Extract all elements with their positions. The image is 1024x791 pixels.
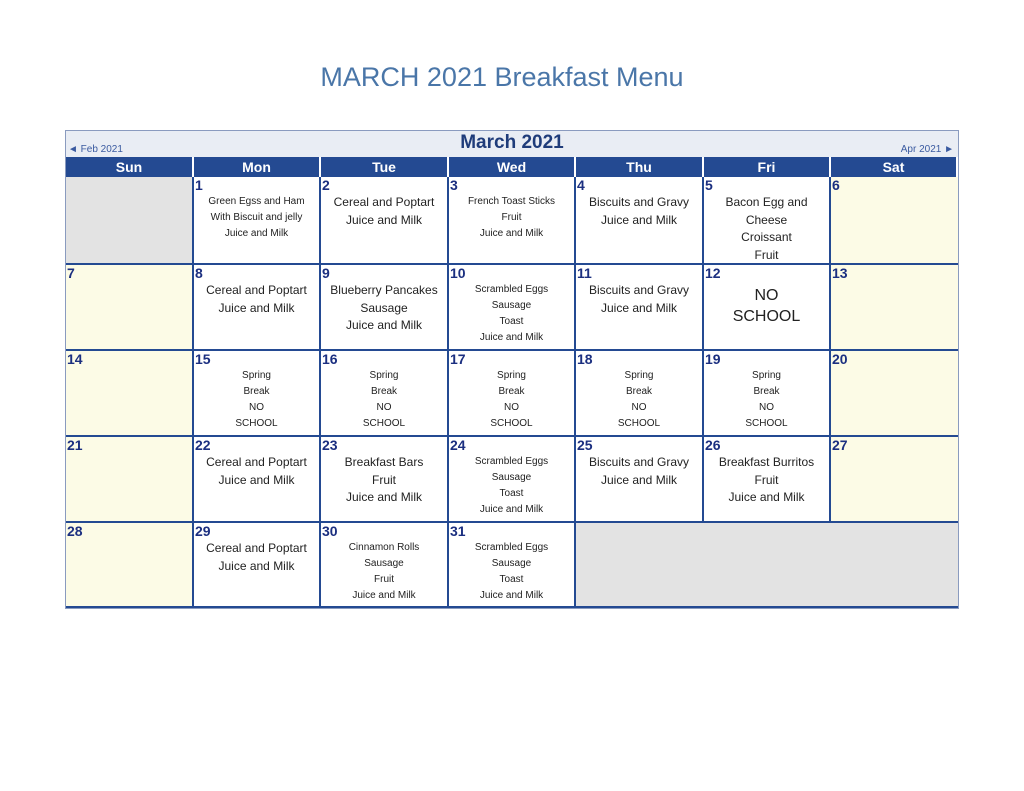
day-cell-3 bbox=[449, 177, 576, 265]
menu-item: Spring bbox=[624, 370, 654, 381]
menu-item: Green Egss and Ham bbox=[208, 196, 305, 207]
day-cell-4 bbox=[576, 177, 704, 265]
day-number: 7 bbox=[67, 265, 75, 281]
menu-item: Fruit bbox=[372, 472, 396, 487]
menu-item: NO bbox=[631, 402, 647, 413]
day-cell-20 bbox=[831, 351, 958, 437]
menu-items bbox=[194, 454, 319, 489]
menu-item: Scrambled Eggs bbox=[474, 284, 549, 295]
menu-item: Cereal and Poptart bbox=[206, 283, 307, 297]
menu-item: Fruit bbox=[754, 247, 779, 262]
menu-item: Biscuits and Gravy bbox=[588, 283, 690, 297]
day-number: 1 bbox=[195, 177, 203, 193]
menu-item: NO bbox=[504, 402, 519, 413]
day-number: 14 bbox=[67, 351, 83, 367]
day-cell-24 bbox=[449, 437, 576, 523]
menu-item: Scrambled Eggs bbox=[474, 542, 549, 553]
menu-item: SCHOOL bbox=[745, 418, 788, 429]
menu-items bbox=[704, 368, 829, 432]
menu-item: Sausage bbox=[491, 472, 532, 483]
day-cell-19 bbox=[704, 351, 831, 437]
day-number: 29 bbox=[195, 523, 211, 539]
menu-item: Breakfast Burritos bbox=[718, 455, 815, 469]
menu-item: Scrambled Eggs bbox=[474, 456, 549, 467]
day-cell-13 bbox=[831, 265, 958, 351]
menu-items bbox=[576, 368, 702, 432]
day-cell-30 bbox=[321, 523, 449, 608]
day-cell-27 bbox=[831, 437, 958, 523]
day-number: 12 bbox=[705, 265, 721, 281]
menu-item: Croissant bbox=[741, 230, 792, 244]
day-cell-26 bbox=[704, 437, 831, 523]
menu-item: Juice and Milk bbox=[479, 504, 544, 515]
month-label: March 2021 bbox=[460, 132, 564, 153]
menu-item: Juice and Milk bbox=[600, 300, 678, 315]
menu-item: Juice and Milk bbox=[479, 590, 544, 601]
menu-item: Fruit bbox=[374, 574, 394, 585]
day-number: 31 bbox=[450, 523, 466, 539]
menu-item: Sausage bbox=[491, 558, 532, 569]
day-number: 21 bbox=[67, 437, 83, 453]
menu-items bbox=[449, 540, 574, 604]
menu-item: Cereal and Poptart bbox=[333, 195, 435, 209]
menu-item: Juice and Milk bbox=[479, 332, 544, 343]
day-of-week-wed: Wed bbox=[449, 157, 576, 177]
menu-items bbox=[704, 285, 829, 327]
menu-items bbox=[194, 540, 319, 575]
menu-item: Toast bbox=[499, 316, 524, 327]
menu-item: Break bbox=[498, 386, 525, 397]
day-number: 30 bbox=[322, 523, 338, 539]
day-cell-29 bbox=[194, 523, 321, 608]
day-number: 26 bbox=[705, 437, 721, 453]
menu-item: Break bbox=[370, 386, 398, 397]
day-cell-23 bbox=[321, 437, 449, 523]
day-cell-10 bbox=[449, 265, 576, 351]
menu-items bbox=[194, 194, 319, 242]
day-of-week-sat: Sat bbox=[831, 157, 958, 177]
menu-item: Juice and Milk bbox=[600, 212, 678, 227]
menu-items bbox=[576, 282, 702, 317]
empty-day-cell bbox=[66, 177, 194, 265]
day-number: 17 bbox=[450, 351, 466, 367]
day-number: 15 bbox=[195, 351, 211, 367]
day-cell-8 bbox=[194, 265, 321, 351]
menu-item: French Toast Sticks bbox=[467, 196, 556, 207]
menu-item: Juice and Milk bbox=[218, 300, 295, 315]
day-number: 23 bbox=[322, 437, 338, 453]
menu-item: NO bbox=[754, 287, 779, 304]
menu-items bbox=[449, 454, 574, 518]
page-title: MARCH 2021 Breakfast Menu bbox=[320, 62, 684, 92]
menu-item: Juice and Milk bbox=[600, 472, 678, 487]
day-cell-5 bbox=[704, 177, 831, 265]
day-number: 25 bbox=[577, 437, 593, 453]
calendar-grid bbox=[66, 177, 958, 608]
day-cell-15 bbox=[194, 351, 321, 437]
menu-item: Sausage bbox=[360, 300, 408, 315]
day-number: 19 bbox=[705, 351, 721, 367]
day-cell-18 bbox=[576, 351, 704, 437]
menu-items bbox=[576, 194, 702, 229]
day-cell-25 bbox=[576, 437, 704, 523]
menu-item: Juice and Milk bbox=[224, 228, 289, 239]
menu-item: Sausage bbox=[491, 300, 532, 311]
menu-item: Biscuits and Gravy bbox=[588, 195, 690, 209]
menu-item: SCHOOL bbox=[490, 418, 533, 429]
menu-item: SCHOOL bbox=[732, 308, 801, 325]
day-cell-21 bbox=[66, 437, 194, 523]
next-month-link[interactable]: Apr 2021 ► bbox=[900, 144, 954, 155]
menu-item: Cereal and Poptart bbox=[206, 455, 307, 469]
day-number: 6 bbox=[832, 177, 840, 193]
day-of-week-fri: Fri bbox=[704, 157, 831, 177]
menu-item: Juice and Milk bbox=[218, 558, 295, 573]
menu-items bbox=[449, 194, 574, 242]
day-cell-2 bbox=[321, 177, 449, 265]
day-number: 28 bbox=[67, 523, 83, 539]
day-cell-6 bbox=[831, 177, 958, 265]
day-of-week-mon: Mon bbox=[194, 157, 321, 177]
menu-item: Fruit bbox=[754, 472, 779, 487]
menu-item: NO bbox=[376, 402, 392, 413]
day-cell-22 bbox=[194, 437, 321, 523]
menu-item: Spring bbox=[752, 370, 781, 381]
menu-item: Spring bbox=[369, 370, 399, 381]
calendar bbox=[65, 130, 959, 609]
menu-item: Juice and Milk bbox=[345, 318, 423, 332]
day-number: 11 bbox=[577, 265, 592, 281]
day-cell-1 bbox=[194, 177, 321, 265]
menu-item: Spring bbox=[497, 370, 526, 381]
menu-item: Juice and Milk bbox=[218, 472, 295, 487]
day-of-week-sun: Sun bbox=[66, 157, 194, 177]
day-cell-9 bbox=[321, 265, 449, 351]
menu-item: Cinnamon Rolls bbox=[348, 542, 420, 553]
menu-item: NO bbox=[759, 402, 774, 413]
menu-item: Break bbox=[625, 386, 653, 397]
menu-items bbox=[704, 454, 829, 507]
menu-item: Blueberry Pancakes bbox=[330, 283, 438, 297]
menu-item: Juice and Milk bbox=[352, 590, 416, 601]
menu-items bbox=[449, 282, 574, 346]
day-of-week-thu: Thu bbox=[576, 157, 704, 177]
menu-items bbox=[321, 454, 447, 507]
day-cell-12 bbox=[704, 265, 831, 351]
menu-items bbox=[321, 282, 447, 335]
menu-item: Cereal and Poptart bbox=[206, 541, 307, 555]
menu-item: Bacon Egg and Cheese bbox=[725, 195, 808, 227]
day-number: 20 bbox=[832, 351, 848, 367]
day-cell-16 bbox=[321, 351, 449, 437]
day-cell-28 bbox=[66, 523, 194, 608]
day-cell-11 bbox=[576, 265, 704, 351]
menu-item: SCHOOL bbox=[235, 418, 278, 429]
calendar-header bbox=[66, 131, 958, 157]
day-cell-17 bbox=[449, 351, 576, 437]
menu-item: Breakfast Bars bbox=[344, 455, 424, 469]
day-cell-7 bbox=[66, 265, 194, 351]
menu-items bbox=[576, 454, 702, 489]
menu-item: Sausage bbox=[364, 558, 404, 569]
menu-item: Break bbox=[753, 386, 780, 397]
day-number: 27 bbox=[832, 437, 848, 453]
menu-item: Break bbox=[243, 386, 270, 397]
prev-month-link[interactable]: ◄ Feb 2021 bbox=[68, 144, 123, 155]
menu-item: Toast bbox=[499, 488, 524, 499]
menu-item: Juice and Milk bbox=[345, 212, 423, 227]
day-number: 18 bbox=[577, 351, 593, 367]
day-number: 5 bbox=[705, 177, 713, 193]
menu-items bbox=[449, 368, 574, 432]
day-number: 22 bbox=[195, 437, 211, 453]
day-cell-14 bbox=[66, 351, 194, 437]
menu-item: Juice and Milk bbox=[345, 490, 423, 504]
day-number: 9 bbox=[322, 265, 330, 281]
menu-item: Fruit bbox=[501, 212, 522, 223]
menu-item: With Biscuit and jelly bbox=[210, 212, 303, 223]
menu-item: Toast bbox=[499, 574, 524, 585]
day-number: 24 bbox=[450, 437, 466, 453]
menu-item: Biscuits and Gravy bbox=[588, 455, 690, 469]
menu-item: Spring bbox=[242, 370, 271, 381]
day-number: 16 bbox=[322, 351, 338, 367]
menu-item: SCHOOL bbox=[362, 418, 406, 429]
menu-items bbox=[321, 194, 447, 229]
day-number: 3 bbox=[450, 177, 458, 193]
menu-item: Juice and Milk bbox=[479, 228, 544, 239]
day-number: 2 bbox=[322, 177, 330, 193]
menu-item: Juice and Milk bbox=[728, 490, 805, 504]
menu-item: NO bbox=[249, 402, 264, 413]
menu-item: SCHOOL bbox=[617, 418, 661, 429]
day-cell-31 bbox=[449, 523, 576, 608]
day-number: 4 bbox=[577, 177, 585, 193]
day-number: 10 bbox=[450, 265, 466, 281]
day-number: 8 bbox=[195, 265, 203, 281]
menu-items bbox=[321, 540, 447, 604]
day-number: 13 bbox=[832, 265, 848, 281]
menu-items bbox=[194, 282, 319, 317]
empty-days bbox=[576, 523, 958, 608]
menu-items bbox=[321, 368, 447, 432]
day-of-week-tue: Tue bbox=[321, 157, 449, 177]
menu-items bbox=[194, 368, 319, 432]
day-of-week-row bbox=[66, 157, 958, 177]
